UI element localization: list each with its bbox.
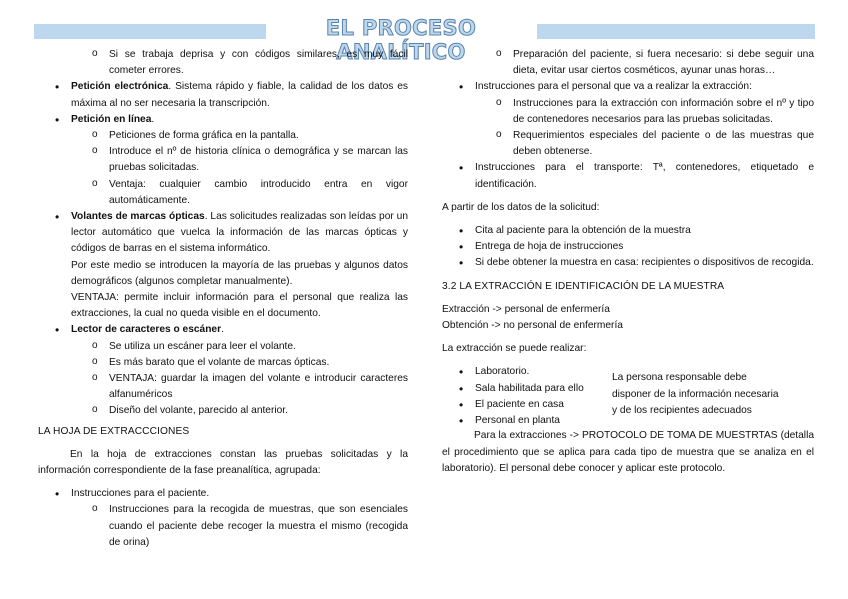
list-item: o Introduce el nº de historia clínica o demográfica y se marcan las pruebas solicitadas. [38,144,408,176]
term: Petición electrónica [71,81,169,93]
left-column [38,47,408,551]
list-item: o Requerimientos especiales del paciente o de las muestras que deben obtenerse. [442,128,814,160]
paragraph: Obtención -> no personal de enfermería [442,320,623,332]
list-item: • Instrucciones para el paciente. [38,486,408,502]
description: . [221,324,224,336]
section-heading: LA HOJA DE EXTRACCCIONES [38,425,190,437]
extraction-places [442,364,814,428]
list-item: • Entrega de hoja de instrucciones [442,239,814,255]
list-item: • Instrucciones para el transporte: Tª, contenedores, etiquetado e identificación. [442,160,814,192]
title-bar-right [537,24,815,39]
title-bar-left [34,24,266,39]
paragraph: En la hoja de extracciones constan las pruebas solicitadas y la información correspondiente de la fase preanalítica, agrupada: [38,448,408,477]
list-item: • Sala habilitada para ello [442,381,612,397]
list-item: o Se utiliza un escáner para leer el volante. [38,339,408,355]
term: Petición en línea [71,113,152,125]
paragraph: VENTAJA: permite incluir información para el personal que realiza las extracciones, la cual no queda visible en el documento. [71,292,408,320]
list-item: o Ventaja: cualquier cambio introducido entra en vigor automáticamente. [38,177,408,209]
list-item: • Cita al paciente para la obtención de la muestra [442,223,814,239]
list-item: • Si debe obtener la muestra en casa: recipientes o dispositivos de recogida. [442,255,814,271]
list-item: • Laboratorio. [442,364,612,380]
list-item [38,79,408,111]
description: . Las solicitudes realizadas son leídas por un lector automático que vuelca la información de las marcas ópticas y códigos de barras en el sistema informático. [71,211,408,255]
list-item: • Personal en planta [442,413,612,429]
list-item: • El paciente en casa [442,397,612,413]
paragraph: La extracción se puede realizar: [442,343,587,355]
term: Lector de caracteres o escáner [71,324,222,336]
note-line: La persona responsable debe [612,372,747,384]
responsible-note [612,370,812,419]
list-item: o Si se trabaja deprisa y con códigos similares, es muy fácil cometer errores. [38,47,408,79]
list-item: o Es más barato que el volante de marcas ópticas. [38,355,408,371]
list-item: o Instrucciones para la extracción con información sobre el nº y tipo de contenedores necesarios para las pruebas solicitadas. [442,96,814,128]
list-item [38,209,408,258]
list-item: o Instrucciones para la recogida de muestras, que son esenciales cuando el paciente debe recoger la muestra el mismo (recogida de orina) [38,502,408,551]
note-line: disponer de la información necesaria [612,388,779,400]
list-item: • Instrucciones para el personal que va a realizar la extracción: [442,79,814,95]
paragraph: Por este medio se introducen la mayoría de las pruebas y algunos datos demográficos (algunos completar manualmente). [71,259,408,287]
paragraph: Extracción -> personal de enfermería [442,303,610,315]
description: . [151,113,155,125]
page-title: EL PROCESO ANALÍTICO [325,16,477,64]
list-item: o Preparación del paciente, si fuera necesario: si debe seguir una dieta, evitar usar ciertos cosméticos, ayunar unas horas… [442,47,814,79]
paragraph: A partir de los datos de la solicitud: [442,201,600,213]
places-list [442,364,612,429]
list-item: o Peticiones de forma gráfica en la pantalla. [38,128,408,144]
right-column [442,47,814,477]
section-heading: 3.2 LA EXTRACCIÓN E IDENTIFICACIÓN DE LA MUESTRA [442,280,725,292]
list-item: o Diseño del volante, parecido al anterior. [38,403,408,419]
list-item [38,322,408,338]
list-item [38,112,408,128]
term: Volantes de marcas ópticas [71,211,205,223]
description: . Sistema rápido y fiable, la calidad de los datos es máxima al no ser necesaria la transcripción. [71,81,409,109]
paragraph: Para la extracciones -> PROTOCOLO DE TOMA DE MUESTRTAS (detalla el procedimiento que se aplica para cada tipo de muestra que se analiza en el laboratorio). El personal debe conocer y aplicar este protocolo. [442,430,814,474]
list-item: o VENTAJA: guardar la imagen del volante e introducir caracteres alfanuméricos [38,371,408,403]
note-line: y de los recipientes adecuados [612,404,752,416]
